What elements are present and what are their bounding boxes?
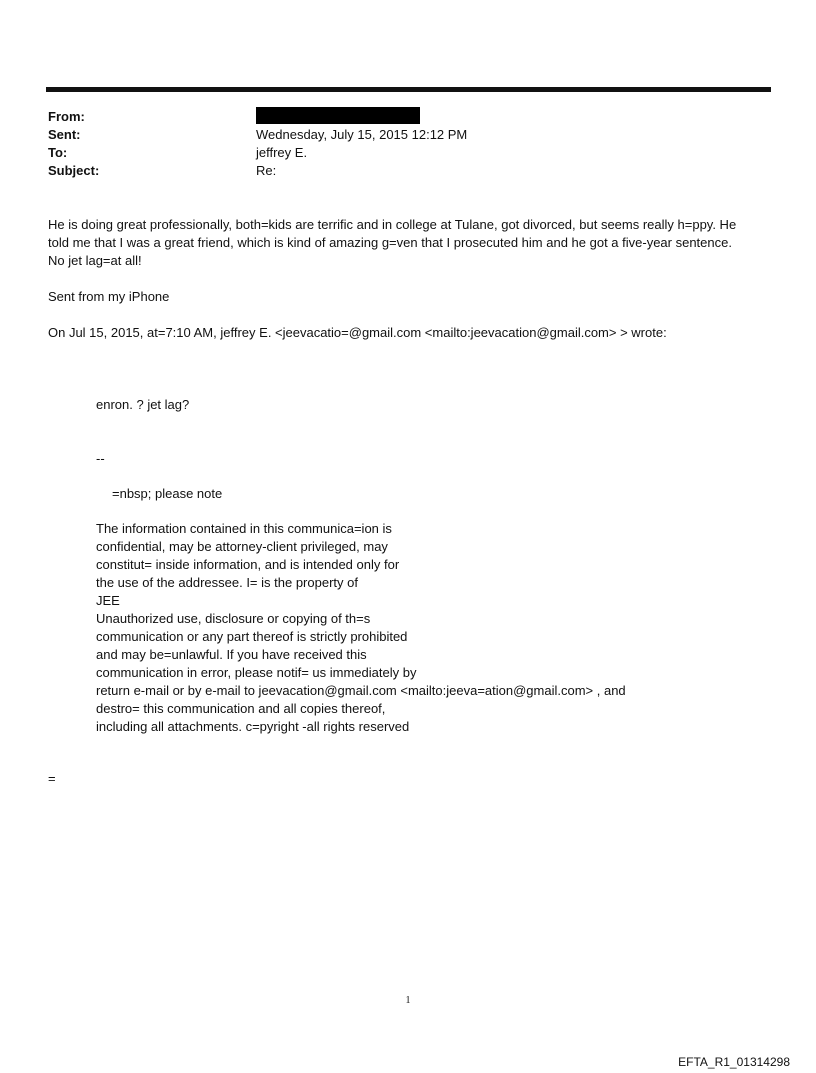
- trailing-mark: =: [48, 771, 56, 786]
- disclaimer-line: The information contained in this communica=ion is: [96, 521, 392, 536]
- to-value: jeffrey E.: [256, 145, 308, 160]
- disclaimer-line: confidential, may be attorney-client privileged, may: [96, 539, 388, 554]
- body-line-1: He is doing great professionally, both=kids are terrific and in college at Tulane, got divorced, but seems really h=ppy. He: [48, 217, 737, 232]
- body-line-3: No jet lag=at all!: [48, 253, 142, 268]
- signature: Sent from my iPhone: [48, 289, 170, 304]
- disclaimer-line: return e-mail or by e-mail to jeevacation@gmail.com <mailto:jeeva=ation@gmail.com> , and: [96, 683, 626, 698]
- disclaimer-line: JEE: [96, 593, 120, 608]
- disclaimer-line: communication or any part thereof is strictly prohibited: [96, 629, 408, 644]
- disclaimer-line: and may be=unlawful. If you have received this: [96, 647, 367, 662]
- disclaimer-line: destro= this communication and all copies thereof,: [96, 701, 386, 716]
- body-line-2: told me that I was a great friend, which is kind of amazing g=ven that I prosecuted him and he got a five-year sentence.: [48, 235, 732, 250]
- to-label: To:: [48, 145, 68, 160]
- quoted-message: enron. ? jet lag?: [96, 397, 190, 412]
- bates-number: EFTA_R1_01314298: [678, 1055, 790, 1069]
- disclaimer-line: including all attachments. c=pyright -all rights reserved: [96, 719, 410, 734]
- redacted-sender: [256, 107, 420, 124]
- header-rule: [46, 87, 771, 92]
- disclaimer-line: Unauthorized use, disclosure or copying of th=s: [96, 611, 371, 626]
- subject-value: Re:: [256, 163, 277, 178]
- disclaimer-line: communication in error, please notif= us immediately by: [96, 665, 417, 680]
- subject-label: Subject:: [48, 163, 100, 178]
- sent-value: Wednesday, July 15, 2015 12:12 PM: [256, 127, 468, 142]
- quoted-nbsp-note: =nbsp; please note: [112, 486, 223, 501]
- disclaimer-line: constitut= inside information, and is intended only for: [96, 557, 400, 572]
- quote-intro: On Jul 15, 2015, at=7:10 AM, jeffrey E. <jeevacatio=@gmail.com <mailto:jeevacation@gmail.com> > wrote:: [48, 325, 667, 340]
- from-label: From:: [48, 109, 85, 124]
- disclaimer-line: the use of the addressee. I= is the property of: [96, 575, 358, 590]
- page-number: 1: [405, 995, 411, 1006]
- quoted-separator: --: [96, 451, 105, 466]
- sent-label: Sent:: [48, 127, 81, 142]
